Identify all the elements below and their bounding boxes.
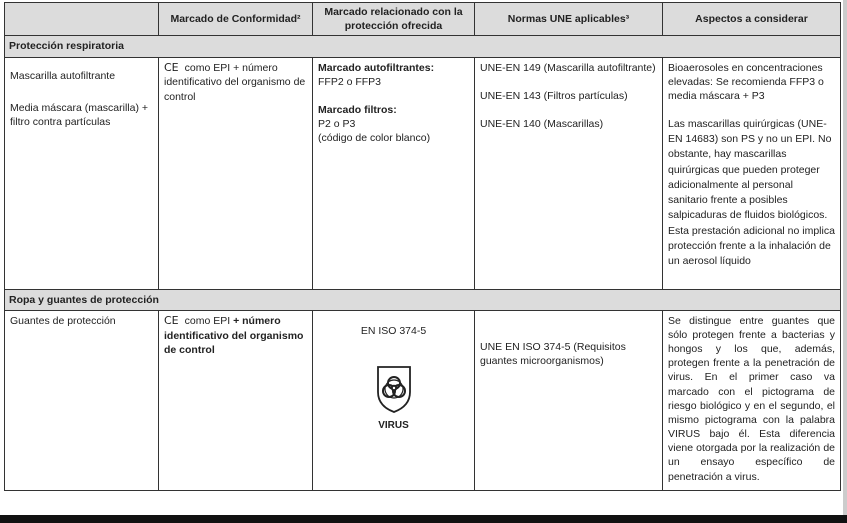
section-title: Ropa y guantes de protección: [5, 289, 841, 310]
bottom-border: [0, 515, 847, 523]
biohazard-icon: [372, 364, 416, 414]
mark-value: P2 o P3: [318, 118, 356, 131]
conformity-text: como EPI: [184, 314, 231, 327]
section-title: Protección respiratoria: [5, 36, 841, 57]
virus-label: VIRUS: [378, 420, 409, 432]
cell-items: [5, 57, 159, 289]
cell-protection-mark: [313, 57, 475, 289]
page-edge: [843, 0, 847, 523]
section-row-clothing-gloves: [5, 289, 841, 310]
header-protection-mark: Marcado relacionado con la protección ofrecida: [313, 3, 475, 36]
biohazard-virus-pictogram: [372, 364, 416, 433]
mark-note: (código de color blanco): [318, 132, 431, 145]
section-row-respiratory: [5, 36, 841, 57]
aspect-text: Se distingue entre guantes que sólo protegen frente a bacterias y hongos y los que, además, protegen frente a la penetración de virus. En el primer caso va marcado con el pictograma de riesgo biológico y en el segundo, el mismo pictograma con la palabra VIRUS bajo él. Esta diferencia viene otorgada por la realización de un ensayo específico de penetración a virus.: [668, 314, 835, 483]
mark-title: Marcado autofiltrantes:: [318, 61, 435, 74]
norm-text: UNE-EN 143 (Filtros partículas): [480, 89, 628, 102]
aspect-text: Bioaerosoles en concentraciones elevadas: Se recomienda FFP3 o media máscara + P3: [668, 61, 824, 102]
cell-norms: [475, 310, 663, 490]
cell-norms: [475, 57, 663, 289]
cell-aspects: [663, 57, 841, 289]
header-aspects: Aspectos a considerar: [663, 3, 841, 36]
norm-text: UNE EN ISO 374-5 (Requisitos guantes microorganismos): [480, 340, 626, 367]
norm-text: UNE-EN 149 (Mascarilla autofiltrante): [480, 61, 656, 74]
item-label: Media máscara (mascarilla) + filtro contra partículas: [10, 101, 148, 128]
ce-mark-icon: CE: [164, 60, 179, 74]
header-row: [5, 3, 841, 36]
item-label: Mascarilla autofiltrante: [10, 69, 116, 82]
norm-text: UNE-EN 140 (Mascarillas): [480, 117, 604, 130]
mark-value: FFP2 o FFP3: [318, 75, 382, 88]
header-conformity: Marcado de Conformidad²: [159, 3, 313, 36]
item-label: Guantes de protección: [10, 314, 116, 327]
cell-protection-mark: [313, 310, 475, 490]
cell-aspects: [663, 310, 841, 490]
mark-value: EN ISO 374-5: [360, 324, 427, 337]
conformity-text: como EPI + número identificativo del organismo de control: [164, 61, 306, 103]
mark-title: Marcado filtros:: [318, 103, 397, 116]
cell-conformity: [159, 57, 313, 289]
conformity-bold-text: + número identificativo del organismo de control: [164, 314, 304, 356]
header-une-norms: Normas UNE aplicables³: [475, 3, 663, 36]
aspect-text: Las mascarillas quirúrgicas (UNE-EN 14683) son PS y no un EPI. No obstante, hay mascarillas quirúrgicas que pueden proteger adicionalmente al personal sanitario frente a posibles salpicaduras de fluidos biológicos. Esta prestación adicional no implica protección frente a la inhalación de un aerosol líquido: [668, 118, 835, 267]
cell-items: [5, 310, 159, 490]
table-row: [5, 57, 841, 289]
header-empty: [5, 3, 159, 36]
table-row: [5, 310, 841, 490]
ce-mark-icon: CE: [164, 313, 179, 327]
ppe-table: [4, 2, 841, 491]
cell-conformity: [159, 310, 313, 490]
